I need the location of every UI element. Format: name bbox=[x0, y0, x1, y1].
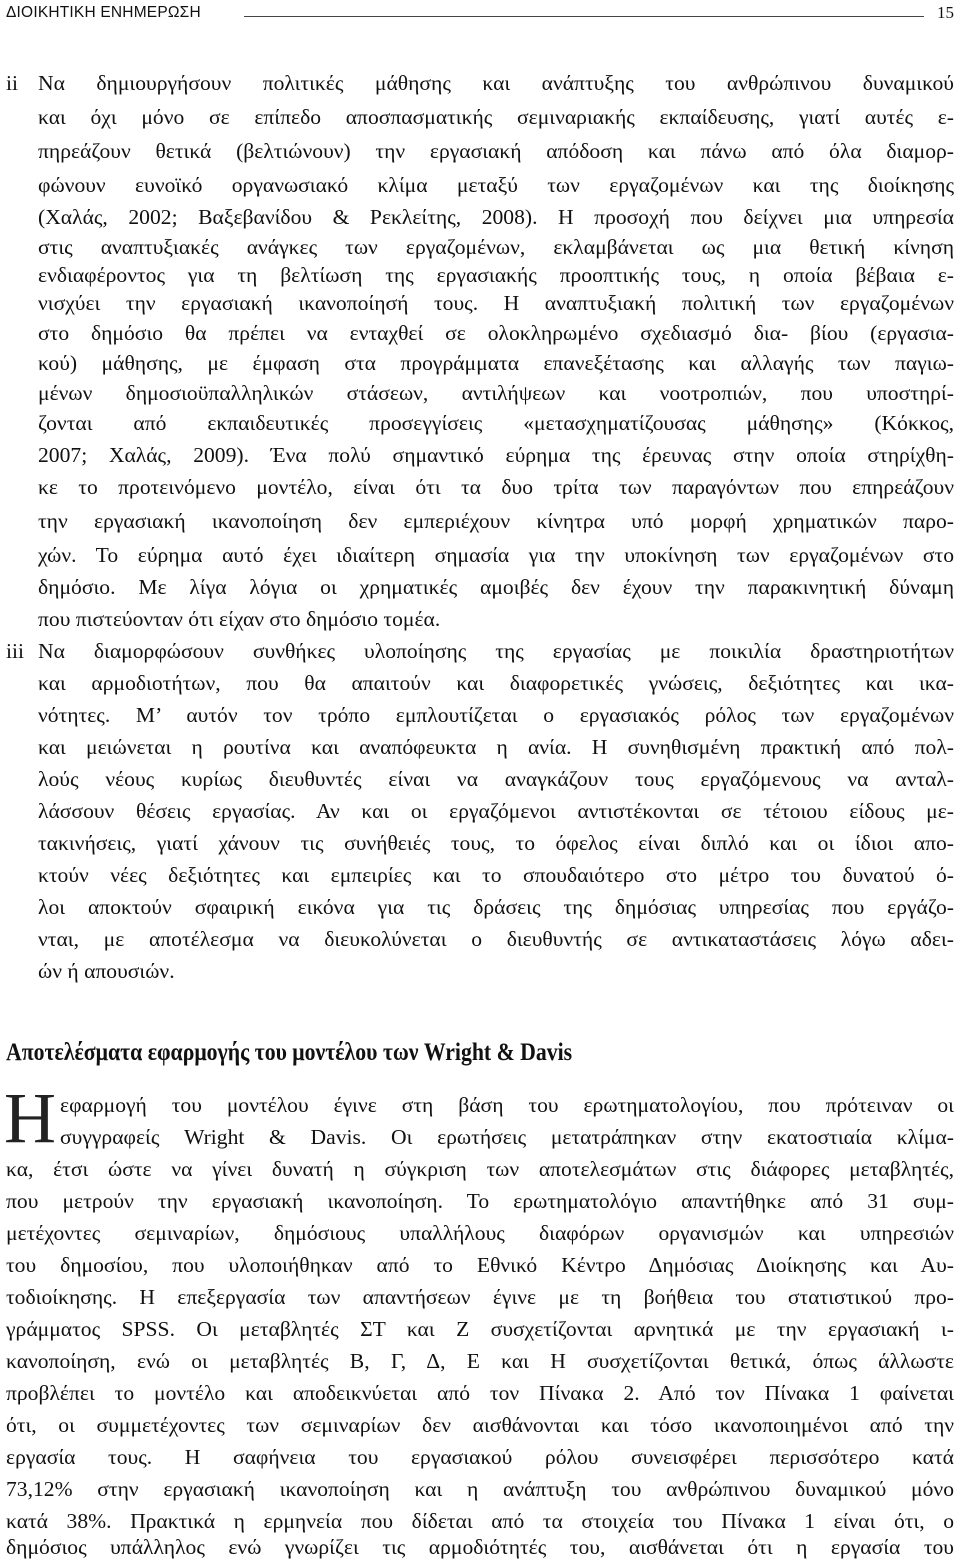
text-line: πηρεάζουν θετικά (βελτιώνουν) την εργασιακή απόδοση και πάνω από όλα διαμορ- bbox=[38, 139, 954, 163]
text-line: κε το προτεινόμενο μοντέλο, είναι ότι τα δυο τρίτα των παραγόντων που επηρεάζουν bbox=[38, 475, 954, 499]
text-line: 2007; Χαλάς, 2009). Ένα πολύ σημαντικό εύρημα της έρευνας στην οποία στηρίχθη- bbox=[38, 443, 954, 467]
text-line: λοι αποκτούν σφαιρική εικόνα για τις δράσεις της δημόσιας υπηρεσίας που εργάζο- bbox=[38, 895, 954, 919]
text-line: και μειώνεται η ρουτίνα και αναπόφευκτα η ανία. Η συνηθισμένη πρακτική από πολ- bbox=[38, 735, 954, 759]
text-line: που μετρούν την εργασιακή ικανοποίηση. Το ερωτηματολόγιο απαντήθηκε από 31 συμ- bbox=[6, 1189, 954, 1213]
journal-title: ΔΙΟΙΚΗΤΙΚΗ ΕΝΗΜΕΡΩΣΗ bbox=[6, 4, 201, 21]
list-marker: ii bbox=[6, 71, 18, 95]
text-line: φώνουν ευνοϊκό οργανωσιακό κλίμα μεταξύ των εργαζομένων και της διοίκησης bbox=[38, 173, 954, 197]
text-line: και αρμοδιοτήτων, που θα απαιτούν και διαφορετικές γνώσεις, δεξιότητες και ικα- bbox=[38, 671, 954, 695]
text-line: κατά 38%. Πρακτικά η ερμηνεία που δίδεται από τα στοιχεία του Πίνακα 1 είναι ότι, ο bbox=[6, 1509, 954, 1533]
running-header bbox=[6, 4, 954, 26]
text-line: Να διαμορφώσουν συνθήκες υλοποίησης της εργασίας με ποικιλία δραστηριοτήτων bbox=[38, 639, 954, 663]
text-line: δημόσιος υπάλληλος ενώ γνωρίζει τις αρμοδιότητές του, αισθάνεται ότι η εργασία του bbox=[6, 1535, 954, 1559]
text-line: Να δημιουργήσουν πολιτικές μάθησης και ανάπτυξης του ανθρώπινου δυναμικού bbox=[38, 71, 954, 95]
text-line: ότι, οι συμμετέχοντες των σεμιναρίων δεν αισθάνονται και τόσο ικανοποιημένοι από την bbox=[6, 1413, 954, 1437]
text-line: λούς νέους κυρίως διευθυντές είναι να αναγκάζουν τους εργαζόμενους να ανταλ- bbox=[38, 767, 954, 791]
text-line: εργασία τους. Η σαφήνεια του εργασιακού ρόλου συνεισφέρει περισσότερο κατά bbox=[6, 1445, 954, 1469]
text-line: νότητες. Μ’ αυτόν τον τρόπο εμπλουτίζεται ο εργασιακός ρόλος των εργαζομένων bbox=[38, 703, 954, 727]
drop-cap: Η bbox=[4, 1078, 56, 1158]
text-line: χών. Το εύρημα αυτό έχει ιδιαίτερη σημασία για την υποκίνηση των εργαζομένων στο bbox=[38, 543, 954, 567]
text-line: κού) μάθησης, με έμφαση στα προγράμματα επανεξέτασης και αλλαγής των παγιω- bbox=[38, 351, 954, 375]
text-line: ενδιαφέροντος για τη βελτίωση της εργασιακής προοπτικής τους, η οποία βέβαια ε- bbox=[38, 263, 954, 287]
text-line: ών ή απουσιών. bbox=[38, 959, 175, 983]
text-line: συγγραφείς Wright & Davis. Οι ερωτήσεις μετατράπηκαν στην εκατοστιαία κλίμα- bbox=[60, 1125, 954, 1149]
text-line: μετέχοντες σεμιναρίων, δημόσιους υπαλλήλους διαφόρων οργανισμών και υπηρεσιών bbox=[6, 1221, 954, 1245]
header-rule bbox=[244, 16, 924, 17]
text-line: νισχύει την εργασιακή ικανοποίησή τους. Η αναπτυξιακή πολιτική των εργαζομένων bbox=[38, 291, 954, 315]
text-line: κα, έτσι ώστε να γίνει δυνατή η σύγκριση των αποτελεσμάτων στις διάφορες μεταβλητές, bbox=[6, 1157, 954, 1181]
text-line: γράμματος SPSS. Οι μεταβλητές ΣΤ και Ζ συσχετίζονται αρνητικά με την εργασιακή ι- bbox=[6, 1317, 954, 1341]
text-line: που πιστεύονταν ότι είχαν στο δημόσιο τομέα. bbox=[38, 607, 441, 631]
text-line: 73,12% στην εργασιακή ικανοποίηση και η ανάπτυξη του ανθρώπινου δυναμικού μόνο bbox=[6, 1477, 954, 1501]
text-line: του δημοσίου, που υλοποιήθηκαν από το Εθνικό Κέντρο Δημόσιας Διοίκησης και Αυ- bbox=[6, 1253, 954, 1277]
text-line: μένων δημοσιοϋπαλληλικών στάσεων, αντιλήψεων και νοοτροπιών, που υποστηρί- bbox=[38, 381, 954, 405]
text-line: ζονται από εκπαιδευτικές προσεγγίσεις «μετασχηματίζουσας μάθησης» (Κόκκος, bbox=[38, 411, 954, 435]
text-line: νται, με αποτέλεσμα να διευκολύνεται ο διευθυντής σε αντικαταστάσεις λόγω αδει- bbox=[38, 927, 954, 951]
text-line: τοδιοίκησης. Η επεξεργασία των απαντήσεων έγινε με τη βοήθεια του στατιστικού προ- bbox=[6, 1285, 954, 1309]
text-line: λάσσουν θέσεις εργασίας. Αν και οι εργαζόμενοι αντιστέκονται σε τέτοιου είδους με- bbox=[38, 799, 954, 823]
text-line: προβλέπει το μοντέλο και αποδεικνύεται από τον Πίνακα 2. Από τον Πίνακα 1 φαίνεται bbox=[6, 1381, 954, 1405]
text-line: την εργασιακή ικανοποίηση δεν εμπεριέχουν κίνητρα υπό μορφή χρηματικών παρο- bbox=[38, 509, 954, 533]
text-line: κτούν νέες δεξιότητες και εμπειρίες και το σπουδαιότερο στο μέτρο του δυνατού ό- bbox=[38, 863, 954, 887]
text-line: δημόσιο. Με λίγα λόγια οι χρηματικές αμοιβές δεν έχουν την παρακινητική δύναμη bbox=[38, 575, 954, 599]
text-line: στις αναπτυξιακές ανάγκες των εργαζομένων, εκλαμβάνεται ως μια θετική κίνηση bbox=[38, 235, 954, 259]
text-line: τακινήσεις, γιατί χάνουν τις συνήθειές τους, το όφελος είναι διπλό και οι ίδιοι απο- bbox=[38, 831, 954, 855]
section-heading: Αποτελέσματα εφαρμογής του μοντέλου των Wright & Davis bbox=[6, 1038, 573, 1066]
text-line: (Χαλάς, 2002; Βαξεβανίδου & Ρεκλείτης, 2008). Η προσοχή που δείχνει μια υπηρεσία bbox=[38, 205, 954, 229]
text-line: και όχι μόνο σε επίπεδο αποσπασματικής σεμιναριακής εκπαίδευσης, γιατί αυτές ε- bbox=[38, 105, 954, 129]
text-line: στο δημόσιο θα πρέπει να ενταχθεί σε ολοκληρωμένο σχεδιασμό δια- βίου (εργασια- bbox=[38, 321, 954, 345]
page-number: 15 bbox=[937, 3, 954, 22]
list-marker: iii bbox=[6, 639, 24, 663]
text-line: εφαρμογή του μοντέλου έγινε στη βάση του ερωτηματολογίου, που πρότειναν οι bbox=[60, 1093, 954, 1117]
text-line: κανοποίηση, ενώ οι μεταβλητές Β, Γ, Δ, Ε και Η συσχετίζονται θετικά, όπως άλλωστε bbox=[6, 1349, 954, 1373]
